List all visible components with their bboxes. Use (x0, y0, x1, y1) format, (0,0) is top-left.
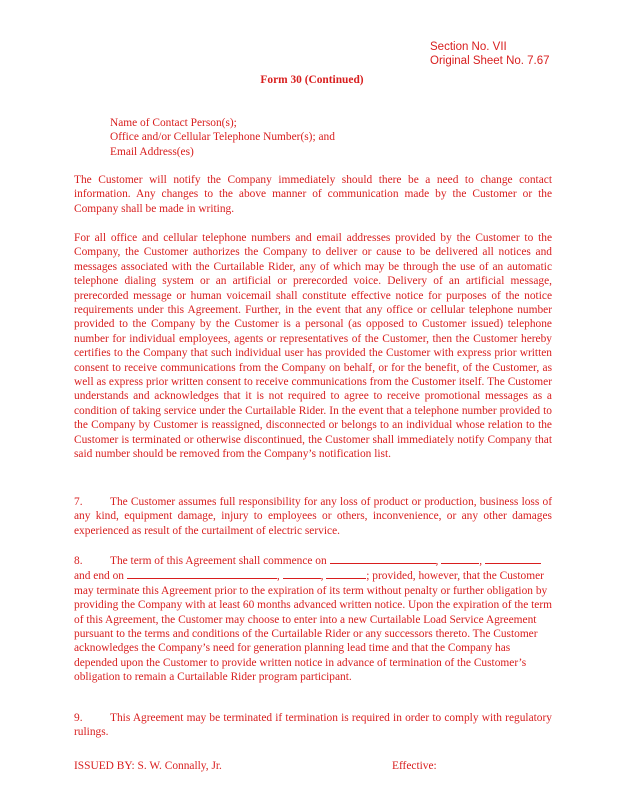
item-8-line-2: and end on , , ; provided, however, that the Customer (74, 570, 544, 583)
contact-item: Name of Contact Person(s); (110, 117, 237, 129)
contact-item: Office and/or Cellular Telephone Number(s); and (110, 131, 335, 144)
section-number: Section No. VII (430, 41, 507, 53)
contact-list (110, 116, 335, 159)
item-8 (74, 553, 552, 685)
sheet-header (430, 40, 550, 68)
item-number: 9. (74, 712, 83, 724)
end-on-text: and end on (74, 570, 124, 583)
contact-item: Email Address(es) (110, 145, 194, 158)
commence-year-blank[interactable] (485, 553, 541, 564)
item-text: The Customer assumes full responsibility for any loss of product or production, business loss of any kind, equipment damage, injury to employees or others, inconvenience, or any other damages experienced as result of the curtailment of electric service. (74, 496, 552, 537)
issued-by: ISSUED BY: S. W. Connally, Jr. (74, 760, 222, 772)
end-date-blank[interactable] (127, 568, 277, 579)
notify-paragraph: The Customer will notify the Company immediately should there be a need to change contact information. Any changes to the above manner of communication made by the Customer or the Company shall be made in writing. (74, 174, 552, 215)
sheet-number: Original Sheet No. 7.67 (430, 55, 550, 67)
item-7 (74, 495, 552, 538)
issuance-footer (74, 759, 552, 773)
end-day-blank[interactable] (283, 568, 321, 579)
item-number: 7. (74, 496, 83, 508)
item-number: 8. (74, 555, 83, 567)
item-8-rest: may terminate this Agreement prior to the expiration of its term without penalty or further obligation by providing the Company with at least 60 months advanced written notice. Upon the expiration of the term of this Agreement, the Customer may choose to enter into a new Curtailable Load Service Agreement pursuant to the terms and conditions of the Curtailable Rider or any successors thereto. The Customer acknowledges the Company’s need for generation planning lead time and that the Company has depended upon the Customer to provide written notice in advance of termination of the Customer’s obligation to remain a Curtailable Rider program participant. (74, 584, 552, 684)
item-text: This Agreement may be terminated if termination is required in order to comply with regulatory rulings. (74, 712, 552, 739)
commence-day-blank[interactable] (441, 553, 479, 564)
end-year-blank[interactable] (326, 568, 366, 579)
commence-date-blank[interactable] (330, 553, 436, 564)
item-8-line-1: 8. The term of this Agreement shall commence on , , (74, 553, 552, 568)
proviso-text: ; provided, however, that the Customer (366, 570, 544, 583)
authorization-paragraph: For all office and cellular telephone numbers and email addresses provided by the Customer to the Company, the Customer authorizes the Company to deliver or cause to be delivered all notices and messages associated with the Curtailable Rider, any of which may be through the use of an automatic telephone dialing system or an artificial or prerecorded voice. Delivery of an artificial message, prerecorded message or human voicemail shall constitute effective notice for purposes of the notice requirements under this Agreement. Further, in the event that any office or cellular telephone number provided to the Company by the Customer is a personal (as opposed to Customer issued) telephone number for individual employees, agents or representatives of the Customer, then the Customer hereby certifies to the Company that such individual user has provided the Customer with express prior written consent to receive communications from the Company on behalf, or for the benefit, of the Customer, as well as express prior written consent to receive communications from the Customer itself. The Customer understands and acknowledges that it is not required to agree to receive promotional messages as a condition of taking service under the Curtailable Rider. In the event that a telephone number provided to the Company by Customer is reassigned, disconnected or belongs to an individual whose relation to the Customer is terminated or otherwise discontinued, the Customer shall immediately notify Company that said number should be removed from the Company’s notification list. (74, 232, 552, 461)
item-9 (74, 711, 552, 740)
commence-text: The term of this Agreement shall commence on (110, 555, 327, 567)
effective-label: Effective: (392, 760, 437, 772)
form-title: Form 30 (Continued) (260, 74, 364, 86)
